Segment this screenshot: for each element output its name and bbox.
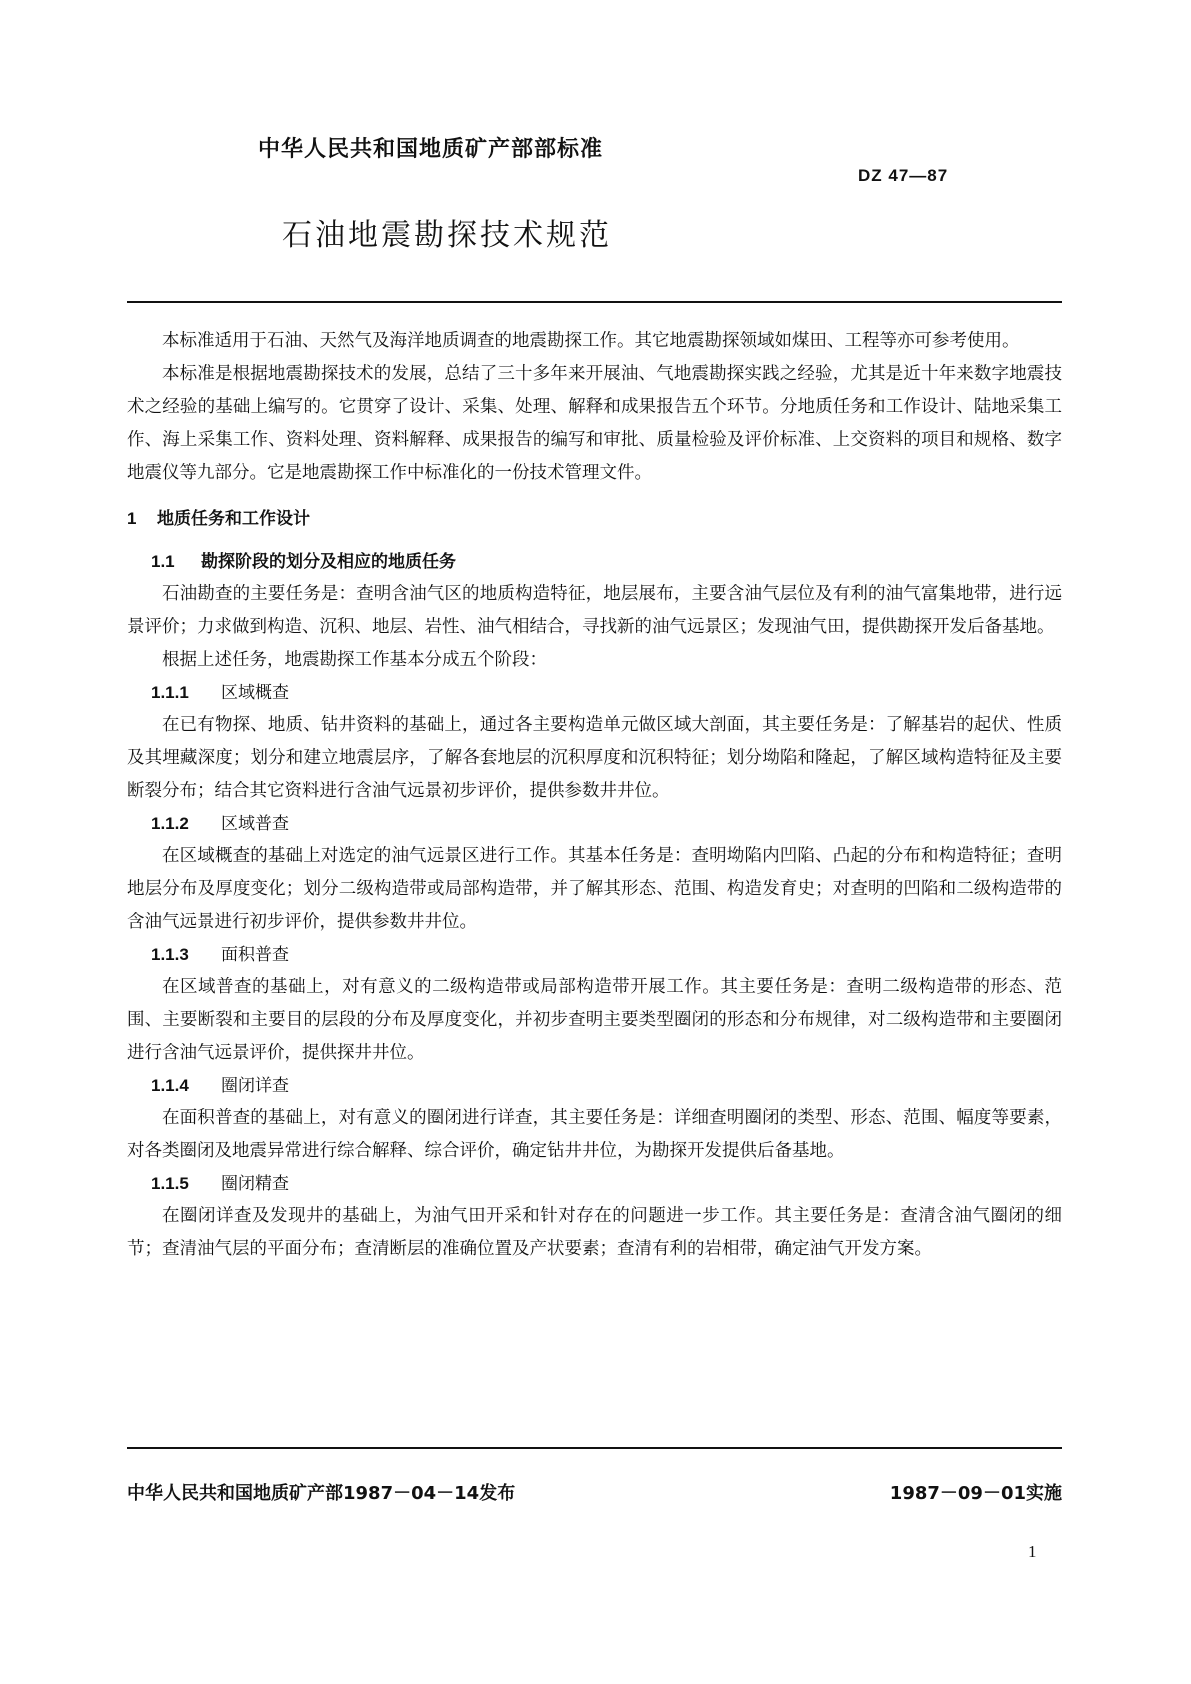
header-divider bbox=[127, 301, 1062, 303]
clause-paragraph-1-1-5: 在圈闭详查及发现井的基础上，为油气田开采和针对存在的问题进一步工作。其主要任务是：查清含油气圈闭的细节；查清油气层的平面分布；查清断层的准确位置及产状要素；查清有利的岩相带，确定油气开发方案。 bbox=[127, 1206, 1062, 1259]
subsection-heading-1-1 bbox=[127, 546, 1062, 578]
clause-paragraph-1-1-1: 在已有物探、地质、钻井资料的基础上，通过各主要构造单元做区域大剖面，其主要任务是：了解基岩的起伏、性质及其埋藏深度；划分和建立地震层序，了解各套地层的沉积厚度和沉积特征；划分坳陷和隆起，了解区域构造特征及主要断裂分布；结合其它资料进行含油气远景初步评价，提供参数井井位。 bbox=[127, 715, 1062, 801]
clause-title: 圈闭精查 bbox=[221, 1174, 289, 1194]
implementation-date: 1987－09－01实施 bbox=[889, 1483, 1062, 1504]
standard-code: DZ 47—87 bbox=[858, 166, 949, 185]
subsection-paragraph-tasks: 石油勘查的主要任务是：查明含油气区的地质构造特征，地层展布，主要含油气层位及有利的油气富集地带，进行远景评价；力求做到构造、沉积、地层、岩性、油气相结合，寻找新的油气远景区；发现油气田，提供勘探开发后备基地。 bbox=[127, 584, 1062, 637]
clause-title: 区域概查 bbox=[221, 683, 289, 703]
clause-title: 圈闭详查 bbox=[221, 1076, 289, 1096]
publication-date: 中华人民共和国地质矿产部1987－04－14发布 bbox=[127, 1483, 516, 1504]
clause-heading-1-1-4 bbox=[127, 1070, 1062, 1102]
section-number: 1 bbox=[127, 509, 137, 528]
subsection-number: 1.1 bbox=[151, 552, 175, 571]
page-number: 1 bbox=[1028, 1542, 1037, 1561]
clause-number: 1.1.3 bbox=[151, 945, 189, 964]
subsection-title: 勘探阶段的划分及相应的地质任务 bbox=[201, 552, 456, 572]
clause-number: 1.1.4 bbox=[151, 1076, 189, 1095]
clause-title: 区域普查 bbox=[221, 814, 289, 834]
subsection-paragraph-stages: 根据上述任务，地震勘探工作基本分成五个阶段： bbox=[162, 650, 547, 670]
clause-heading-1-1-1 bbox=[127, 677, 1062, 709]
intro-paragraph-scope: 本标准适用于石油、天然气及海洋地质调查的地震勘探工作。其它地震勘探领域如煤田、工程等亦可参考使用。 bbox=[162, 331, 1020, 351]
intro-paragraph-background: 本标准是根据地震勘探技术的发展，总结了三十多年来开展油、气地震勘探实践之经验，尤其是近十年来数字地震技术之经验的基础上编写的。它贯穿了设计、采集、处理、解释和成果报告五个环节。分地质任务和工作设计、陆地采集工作、海上采集工作、资料处理、资料解释、成果报告的编写和审批、质量检验及评价标准、上交资料的项目和规格、数字地震仪等九部分。它是地震勘探工作中标准化的一份技术管理文件。 bbox=[127, 364, 1062, 483]
clause-paragraph-1-1-3: 在区域普查的基础上，对有意义的二级构造带或局部构造带开展工作。其主要任务是：查明二级构造带的形态、范围、主要断裂和主要目的层段的分布及厚度变化，并初步查明主要类型圈闭的形态和分布规律，对二级构造带和主要圈闭进行含油气远景评价，提供探井井位。 bbox=[127, 977, 1062, 1063]
clause-paragraph-1-1-2: 在区域概查的基础上对选定的油气远景区进行工作。其基本任务是：查明坳陷内凹陷、凸起的分布和构造特征；查明地层分布及厚度变化；划分二级构造带或局部构造带，并了解其形态、范围、构造发育史；对查明的凹陷和二级构造带的含油气远景进行初步评价，提供参数井井位。 bbox=[127, 846, 1062, 932]
clause-heading-1-1-5 bbox=[127, 1168, 1062, 1200]
footer-divider bbox=[127, 1447, 1062, 1449]
clause-number: 1.1.5 bbox=[151, 1174, 189, 1193]
document-body bbox=[127, 325, 1062, 1266]
clause-paragraph-1-1-4: 在面积普查的基础上，对有意义的圈闭进行详查，其主要任务是：详细查明圈闭的类型、形态、范围、幅度等要素，对各类圈闭及地震异常进行综合解释、综合评价，确定钻井井位，为勘探开发提供后备基地。 bbox=[127, 1108, 1062, 1161]
clause-number: 1.1.2 bbox=[151, 814, 189, 833]
clause-title: 面积普查 bbox=[221, 945, 289, 965]
clause-heading-1-1-2 bbox=[127, 808, 1062, 840]
issuing-authority-title: 中华人民共和国地质矿产部部标准 bbox=[258, 137, 604, 162]
document-title: 石油地震勘探技术规范 bbox=[282, 218, 612, 253]
clause-heading-1-1-3 bbox=[127, 939, 1062, 971]
section-title: 地质任务和工作设计 bbox=[157, 509, 310, 529]
clause-number: 1.1.1 bbox=[151, 683, 189, 702]
section-heading-1 bbox=[127, 504, 1062, 534]
